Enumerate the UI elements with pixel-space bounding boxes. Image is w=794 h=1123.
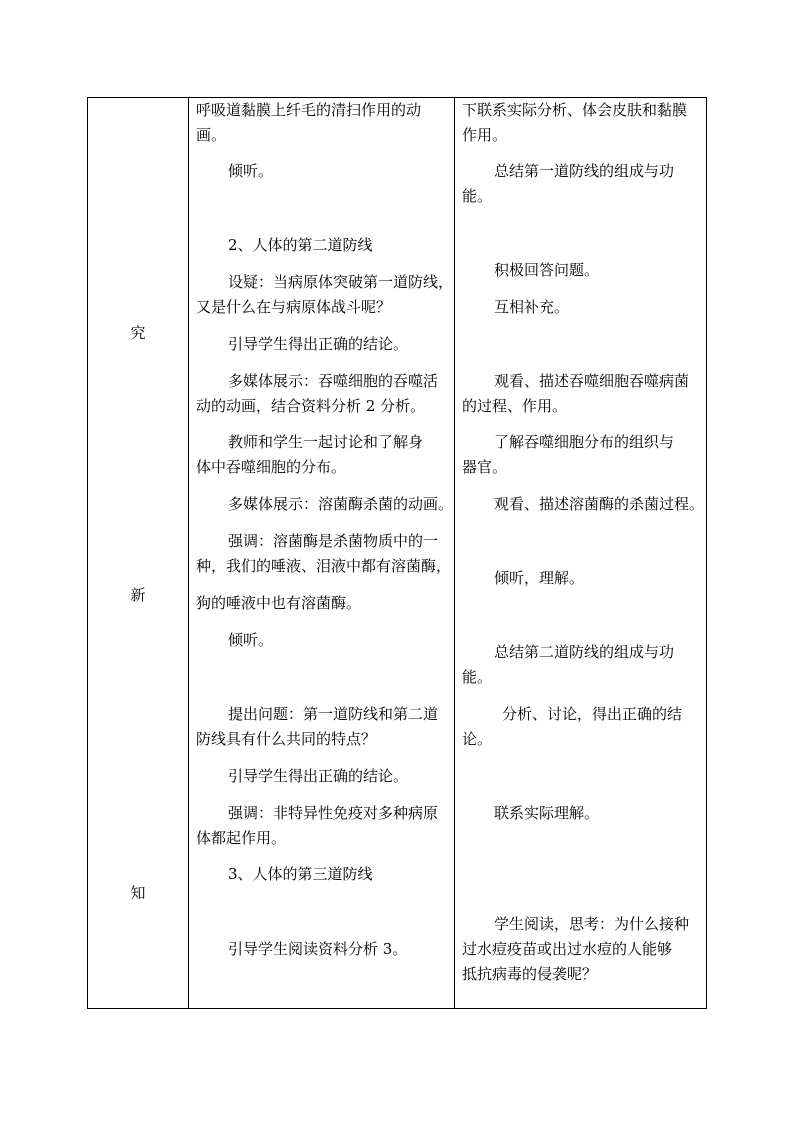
teacher-text: 动的动画，结合资料分析 2 分析。 xyxy=(196,397,426,415)
column-divider xyxy=(188,98,189,1008)
teacher-text: 引导学生得出正确的结论。 xyxy=(228,767,409,785)
teacher-text: 提出问题：第一道防线和第二道 xyxy=(228,705,439,723)
section-label: 知 xyxy=(130,884,146,902)
teacher-text: 强调：非特异性免疫对多种病原 xyxy=(228,804,439,822)
student-text: 器官。 xyxy=(462,458,508,476)
student-text: 学生阅读，思考：为什么接种 xyxy=(494,915,690,933)
teacher-text: 强调：溶菌酶是杀菌物质中的一 xyxy=(228,532,439,550)
teacher-text: 画。 xyxy=(196,126,227,144)
student-text: 的过程、作用。 xyxy=(462,397,568,415)
teacher-heading: 2、人体的第二道防线 xyxy=(228,236,373,254)
teacher-text: 倾听。 xyxy=(228,162,274,180)
student-text: 能。 xyxy=(462,668,493,686)
student-text: 总结第一道防线的组成与功 xyxy=(494,162,675,180)
teacher-text: 种，我们的唾液、泪液中都有溶菌酶， xyxy=(196,557,452,575)
student-text: 互相补充。 xyxy=(494,298,570,316)
student-text: 了解吞噬细胞分布的组织与 xyxy=(494,433,675,451)
student-text: 下联系实际分析、体会皮肤和黏膜 xyxy=(462,101,688,119)
student-text: 倾听，理解。 xyxy=(494,569,585,587)
teacher-text: 多媒体展示：溶菌酶杀菌的动画。 xyxy=(228,495,454,513)
student-text: 论。 xyxy=(462,730,493,748)
student-text: 观看、描述吞噬细胞吞噬病菌 xyxy=(494,372,690,390)
teacher-text: 体都起作用。 xyxy=(196,829,287,847)
student-text: 联系实际理解。 xyxy=(494,804,600,822)
student-text: 积极回答问题。 xyxy=(494,261,600,279)
lesson-table xyxy=(87,97,707,1009)
teacher-text: 设疑：当病原体突破第一道防线， xyxy=(228,273,454,291)
teacher-text: 呼吸道黏膜上纤毛的清扫作用的动 xyxy=(196,101,422,119)
student-text: 分析、讨论，得出正确的结 xyxy=(502,705,683,723)
student-text: 过水痘疫苗或出过水痘的人能够 xyxy=(462,940,673,958)
teacher-text: 多媒体展示：吞噬细胞的吞噬活 xyxy=(228,372,439,390)
teacher-heading: 3、人体的第三道防线 xyxy=(228,865,373,883)
student-text: 能。 xyxy=(462,187,493,205)
student-text: 作用。 xyxy=(462,126,508,144)
section-label: 新 xyxy=(130,586,146,604)
column-divider xyxy=(454,98,455,1008)
student-text: 总结第二道防线的组成与功 xyxy=(494,643,675,661)
teacher-text: 引导学生得出正确的结论。 xyxy=(228,335,409,353)
teacher-text: 狗的唾液中也有溶菌酶。 xyxy=(196,594,362,612)
teacher-text: 倾听。 xyxy=(228,631,274,649)
teacher-text: 体中吞噬细胞的分布。 xyxy=(196,458,347,476)
student-text: 抵抗病毒的侵袭呢？ xyxy=(462,965,598,983)
teacher-text: 教师和学生一起讨论和了解身 xyxy=(228,433,424,451)
teacher-text: 又是什么在与病原体战斗呢？ xyxy=(196,298,392,316)
section-label: 究 xyxy=(130,324,146,342)
teacher-text: 引导学生阅读资料分析 3。 xyxy=(228,940,408,958)
student-text: 观看、描述溶菌酶的杀菌过程。 xyxy=(494,495,705,513)
teacher-text: 防线具有什么共同的特点？ xyxy=(196,730,377,748)
